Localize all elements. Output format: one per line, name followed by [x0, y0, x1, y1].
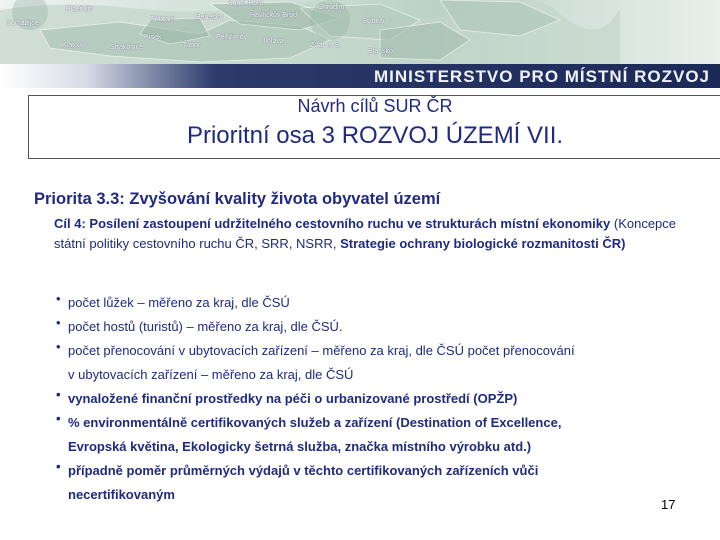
town-label: Plzeň-jih	[66, 6, 93, 13]
town-label: Svitavy	[362, 18, 385, 25]
list-item	[56, 339, 706, 387]
list-item	[56, 315, 706, 339]
header-banner	[0, 0, 720, 90]
list-item-line: % environmentálně certifikovaných služeb a zařízení (Destination of Excellence,	[68, 415, 562, 430]
goal-text	[54, 214, 694, 254]
list-item-line: počet hostů (turistů) – měřeno za kraj, dle ČSÚ.	[68, 319, 343, 334]
bullet-icon: •	[56, 459, 61, 474]
list-item	[56, 291, 706, 315]
town-label: Domažlice	[6, 20, 39, 27]
list-item-line: počet přenocování v ubytovacích zařízení – měřeno za kraj, dle ČSÚ počet přenocování	[68, 343, 575, 358]
town-label: Písek	[144, 34, 162, 41]
town-label: Blansko	[368, 48, 393, 55]
indicator-list	[56, 291, 706, 507]
goal-bold: Cíl 4: Posílení zastoupení udržitelného cestovního ruchu ve strukturách místní ekonomiky	[54, 216, 611, 231]
list-item	[56, 411, 706, 459]
list-item-line: necertifikovaným	[68, 487, 175, 502]
priority-heading: Priorita 3.3: Zvyšování kvality života obyvatel území	[34, 190, 441, 208]
bullet-icon: •	[56, 315, 61, 330]
bullet-icon: •	[56, 411, 61, 426]
town-label: Benešov	[196, 14, 224, 21]
goal-sources: (Koncepce státní politiky cestovního ruchu ČR, SRR, NSRR,	[54, 216, 677, 251]
ministry-bar	[0, 64, 720, 88]
ministry-name: MINISTERSTVO PRO MÍSTNÍ ROZVOJ	[373, 67, 710, 86]
list-item	[56, 459, 706, 507]
map-graphic	[0, 0, 720, 66]
region-map	[0, 0, 720, 66]
page-number: 17	[661, 497, 676, 512]
slide-title: Prioritní osa 3 ROZVOJ ÚZEMÍ VII.	[186, 122, 564, 149]
slide-subtitle: Návrh cílů SUR ČR	[297, 96, 453, 116]
list-item-line: vynaložené finanční prostředky na péči o urbanizované prostředí (OPŽP)	[68, 391, 518, 406]
town-label: Jihlava	[262, 38, 284, 45]
bullet-icon: •	[56, 339, 61, 354]
town-label: Strakonice	[110, 44, 144, 51]
bullet-icon: •	[56, 387, 61, 402]
bullet-icon: •	[56, 291, 61, 306]
list-item-line: případně poměr průměrných výdajů v těchto certifikovaných zařízeních vůči	[68, 463, 539, 478]
list-item	[56, 387, 706, 411]
town-label: Klatovy	[62, 42, 85, 49]
title-box	[28, 95, 720, 159]
town-label: Pelhřimov	[216, 34, 248, 41]
town-label: Tábor	[182, 42, 201, 49]
list-item-line: v ubytovacích zařízení – měřeno za kraj, dle ČSÚ	[68, 367, 354, 382]
list-item-line: počet lůžek – měřeno za kraj, dle ČSÚ	[68, 295, 290, 310]
town-label: Příbram	[150, 16, 175, 23]
town-label: Kutná Hora	[228, 0, 264, 7]
list-item-line: Evropská květina, Ekologicky šetrná služba, značka místního výrobku atd.)	[68, 439, 532, 454]
goal-bold-tail: Strategie ochrany biologické rozmanitosti ČR)	[340, 236, 626, 251]
town-label: Žďár n. S.	[310, 42, 342, 49]
town-label: Chrudim	[318, 4, 345, 11]
town-label: Havlíčkův Brod	[250, 12, 298, 19]
